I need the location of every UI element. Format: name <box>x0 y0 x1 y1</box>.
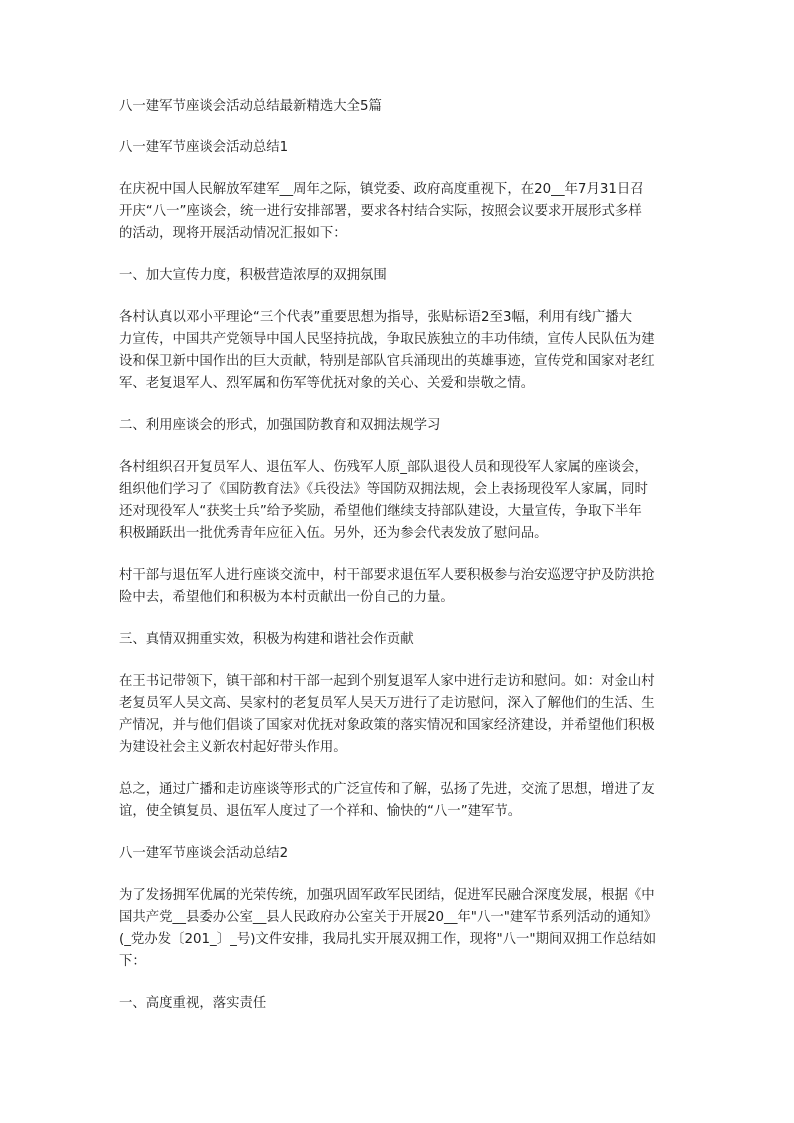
text-line: 在庆祝中国人民解放军建军__周年之际，镇党委、政府高度重视下，在20__年7月31日召 <box>119 182 644 197</box>
text-line: 各村认真以邓小平理论“三个代表”重要思想为指导，张贴标语2至3幅，利用有线广播大 <box>119 310 632 325</box>
paragraph <box>119 457 679 545</box>
text-line: 国共产党__县委办公室__县人民政府办公室关于开展20__年"八一"建军节系列活动的通知》 <box>119 910 658 925</box>
text-line: 二、利用座谈会的形式，加强国防教育和双拥法规学习 <box>119 418 441 433</box>
text-line: 积极踊跃出一批优秀青年应征入伍。另外，还为参会代表发放了慰问品。 <box>119 526 548 541</box>
text-line: 组织他们学习了《国防教育法》《兵役法》等国防双拥法规，会上表扬现役军人家属，同时 <box>119 482 648 497</box>
paragraph <box>119 885 679 973</box>
heading-line: 八一建军节座谈会活动总结1 <box>119 140 289 155</box>
text-line: 为了发扬拥军优属的光荣传统，加强巩固军政军民团结，促进军民融合深度发展，根据《中 <box>119 888 655 903</box>
subheading <box>119 993 679 1015</box>
text-line: 为建设社会主义新农村起好带头作用。 <box>119 740 347 755</box>
text-line: 军、老复退军人、烈军属和伤军等优抚对象的关心、关爱和崇敬之情。 <box>119 376 535 391</box>
text-line: 险中去，希望他们和积极为本村贡献出一份自己的力量。 <box>119 590 454 605</box>
text-line: 各村组织召开复员军人、退伍军人、伤残军人原_部队退役人员和现役军人家属的座谈会， <box>119 460 648 475</box>
text-line: 一、加大宣传力度，积极营造浓厚的双拥氛围 <box>119 268 387 283</box>
paragraph <box>119 671 679 759</box>
text-line: 在王书记带领下，镇干部和村干部一起到个别复退军人家中进行走访和慰问。如：对金山村 <box>119 674 655 689</box>
text-line: 老复员军人吴文高、吴家村的老复员军人吴天万进行了走访慰问，深入了解他们的生活、生 <box>119 696 655 711</box>
subheading <box>119 629 679 651</box>
text-line: 的活动，现将开展活动情况汇报如下： <box>119 226 347 241</box>
subheading <box>119 415 679 437</box>
paragraph <box>119 179 679 245</box>
paragraph <box>119 565 679 609</box>
text-line: (_党办发〔201_〕_号)文件安排，我局扎实开展双拥工作，现将"八一"期间双拥工作总结如 <box>119 932 657 947</box>
text-line: 开庆“八一”座谈会，统一进行安排部署，要求各村结合实际，按照会议要求开展形式多样 <box>119 204 642 219</box>
section-heading <box>119 137 679 159</box>
text-line: 三、真情双拥重实效，积极为构建和谐社会作贡献 <box>119 632 414 647</box>
text-line: 一、高度重视，落实责任 <box>119 996 267 1011</box>
heading-line: 八一建军节座谈会活动总结2 <box>119 846 289 861</box>
section-heading <box>119 843 679 865</box>
text-line: 村干部与退伍军人进行座谈交流中，村干部要求退伍军人要积极参与治安巡逻守护及防洪抢 <box>119 568 655 583</box>
text-line: 谊，使全镇复员、退伍军人度过了一个祥和、愉快的“八一”建军节。 <box>119 804 522 819</box>
text-line: 下： <box>119 954 146 969</box>
text-line: 产情况，并与他们倡谈了国家对优抚对象政策的落实情况和国家经济建设，并希望他们积极 <box>119 718 655 733</box>
text-line: 总之，通过广播和走访座谈等形式的广泛宣传和了解，弘扬了先进，交流了思想，增进了友 <box>119 782 655 797</box>
text-line: 力宣传，中国共产党领导中国人民坚持抗战，争取民族独立的丰功伟绩，宣传人民队伍为建 <box>119 332 655 347</box>
document-title: 八一建军节座谈会活动总结最新精选大全5篇 <box>119 99 382 114</box>
paragraph <box>119 307 679 395</box>
text-line: 设和保卫新中国作出的巨大贡献，特别是部队官兵涌现出的英雄事迹，宣传党和国家对老红 <box>119 354 655 369</box>
document-page <box>119 96 679 1035</box>
text-line: 还对现役军人“获奖士兵”给予奖励，希望他们继续支持部队建设，大量宣传，争取下半年 <box>119 504 642 519</box>
paragraph <box>119 779 679 823</box>
subheading <box>119 265 679 287</box>
